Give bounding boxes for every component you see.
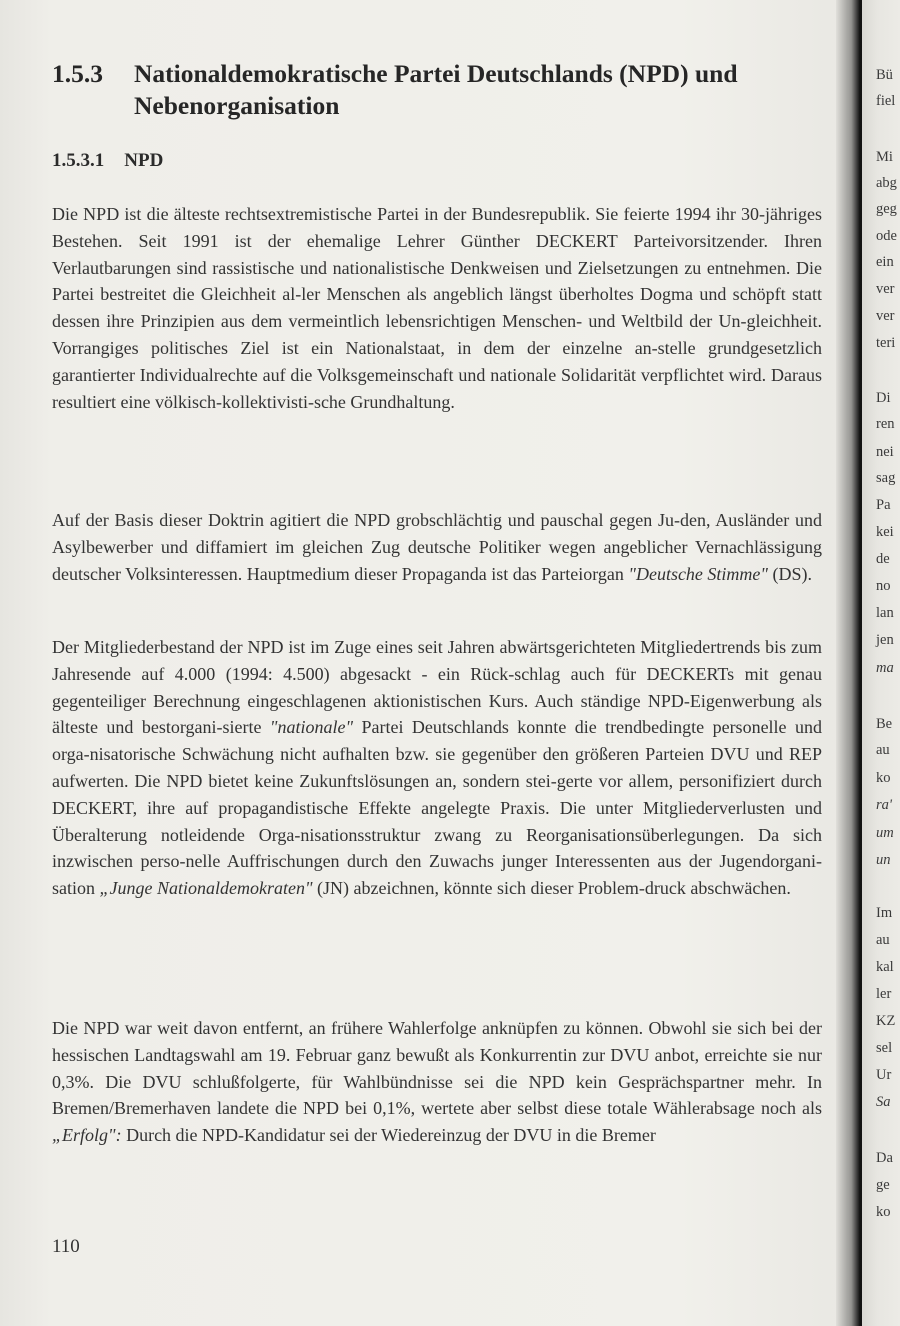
italic-term-nationale: "nationale" (269, 717, 354, 738)
fragment: lan (876, 605, 894, 621)
paragraph-3-text: Der Mitgliederbestand der NPD ist im Zuge eines seit Jahren abwärtsgerichteten Mitgliedertrends bis zum Jahresende auf 4.000 (1994: 4.500) abgesackt - ein Rück-schlag auch für DECKERTs mit genau gegenteiliger Berechnung eingeschlagenen aktionistischen Kurs. Auch ständige NPD-Eigenwerbung als älteste und bestorgani-sierte (52, 637, 822, 738)
fragment: ein (876, 254, 894, 270)
fragment: de (876, 551, 890, 567)
publication-title: "Deutsche Stimme" (628, 563, 768, 584)
fragment: Im (876, 905, 893, 921)
fragment: au (876, 742, 890, 758)
paragraph-3-middle: Partei Deutschlands konnte die trendbedingte personelle und orga-nisatorische Schwächung nicht aufhalten bzw. sie gegenüber den größeren Parteien DVU und REP aufwerten. Die NPD bietet keine Zukunftslösungen an, sondern stei-gerte vor allem, personifiziert durch DECKERT, ihre auf propagandistische Effekte angelegte Praxis. Die unter Mitgliederverlusten und Überalterung notleidende Orga-nisationsstruktur zwang zu Reorganisationsüberlegungen. Da sich inzwischen perso-nelle Auffrischungen durch den Zuwachs junger Interessenten aus der Jugendorgani-sation (52, 717, 822, 899)
fragment: no (876, 578, 891, 594)
paragraph-4-text: Die NPD war weit davon entfernt, an frühere Wahlerfolge anknüpfen zu können. Obwohl sie sich bei der hessischen Landtagswahl am 19. Februar ganz bewußt als Konkurrentin zur DVU anbot, erreichte sie nur 0,3%. Die DVU schlußfolgerte, für Wahlbündnisse sei die NPD kein Gesprächspartner mehr. In Bremen/Bremerhaven landete die NPD bei 0,1%, wertete aber selbst diese totale Wählerabsage noch als (52, 1018, 822, 1119)
paragraph-2-text: Auf der Basis dieser Doktrin agitiert die NPD grobschlächtig und pauschal gegen Ju-den, Ausländer und Asylbewerber und diffamiert im gleichen Zug deutsche Politiker wegen angeblicher Vernachlässigung deutscher Volksinteressen. Hauptmedium dieser Propaganda ist das Parteiorgan (52, 510, 822, 584)
fragment: geg (876, 201, 897, 217)
fragment: Bü (876, 67, 893, 83)
section-number: 1.5.3 (52, 59, 103, 88)
paragraph-3-tail: (JN) abzeichnen, könnte sich dieser Problem-druck abschwächen. (312, 878, 791, 899)
subsection-heading (52, 150, 163, 172)
paragraph-1: Die NPD ist die älteste rechtsextremistische Partei in der Bundesrepublik. Sie feierte 1994 ihr 30-jähriges Bestehen. Seit 1991 ist der ehemalige Lehrer Günther DECKERT Parteivorsitzender. Ihren Verlautbarungen sind rassistische und nationalistische Denkweisen und Zielsetzungen zu entnehmen. Die Partei bestreitet die Gleichheit al-ler Menschen als angeblich längst überholtes Dogma und schöpft statt dessen ihre Prinzipien aus dem vermeintlich lebensrichtigen Menschen- und Weltbild der Un-gleichheit. Vorrangiges politisches Ziel ist ein Nationalstaat, in dem der einzelne an-stelle grundgesetzlich garantierter Individualrechte auf die Volksgemeinschaft und nationale Solidarität verpflichtet wird. Daraus resultiert eine völkisch-kollektivisti-sche Grundhaltung. (52, 204, 822, 412)
fragment: ver (876, 308, 895, 324)
fragment: Ur (876, 1067, 892, 1083)
fragment: ode (876, 228, 897, 244)
fragment: ma (876, 660, 894, 676)
paragraph-2 (52, 507, 822, 587)
fragment: ra' (876, 797, 892, 813)
subsection-number: 1.5.3.1 (52, 150, 105, 171)
fragment: jen (876, 632, 894, 648)
paragraph-4-tail: Durch die NPD-Kandidatur sei der Wiedereinzug der DVU in die Bremer (121, 1125, 656, 1146)
fragment: Pa (876, 497, 891, 513)
fragment: au (876, 932, 890, 948)
fragment: Di (876, 390, 891, 406)
section-title: Nationaldemokratische Partei Deutschlands (NPD) und Nebenorganisation (134, 59, 738, 120)
paragraph-4 (52, 1015, 822, 1149)
page-number: 110 (52, 1236, 80, 1257)
fragment: teri (876, 335, 896, 351)
fragment: kal (876, 959, 894, 975)
organisation-name: „Junge Nationaldemokraten" (99, 878, 313, 899)
subsection-title: NPD (124, 150, 164, 171)
fragment: ren (876, 416, 895, 432)
fragment: sel (876, 1040, 893, 1056)
fragment: ko (876, 770, 891, 786)
fragment: sag (876, 470, 896, 486)
fragment: un (876, 852, 891, 868)
fragment: ko (876, 1204, 891, 1220)
fragment: um (876, 825, 894, 841)
fragment: ler (876, 986, 892, 1002)
fragment: abg (876, 175, 897, 191)
paragraph-3 (52, 634, 822, 902)
quoted-term-erfolg: „Erfolg": (52, 1125, 122, 1146)
fragment: KZ (876, 1013, 896, 1029)
fragment: Mi (876, 149, 893, 165)
fragment: nei (876, 444, 894, 460)
fragment: ge (876, 1177, 890, 1193)
fragment: Da (876, 1150, 893, 1166)
paragraph-2-tail: (DS). (767, 563, 812, 584)
fragment: Be (876, 716, 893, 732)
fragment: Sa (876, 1094, 891, 1110)
fragment: kei (876, 524, 894, 540)
fragment: fiel (876, 93, 896, 109)
fragment: ver (876, 281, 895, 297)
